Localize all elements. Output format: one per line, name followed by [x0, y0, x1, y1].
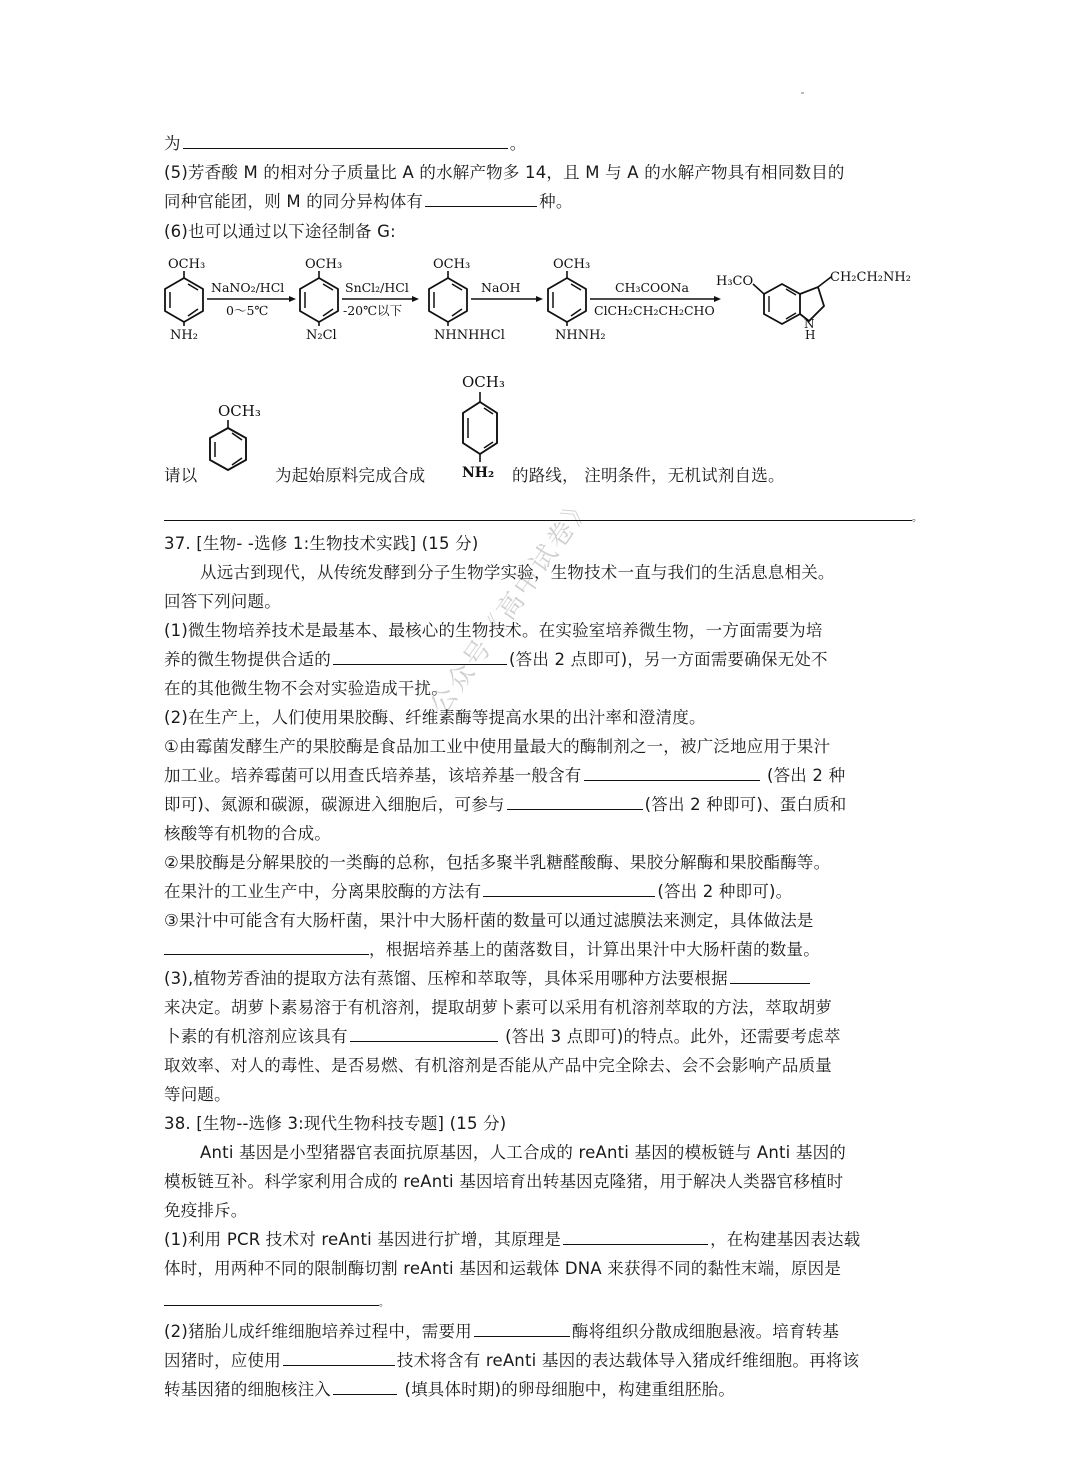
q36-task-middle: 为起始原料完成合成: [275, 466, 426, 485]
text: (2)猪胎儿成纤维细胞培养过程中，需要用: [164, 1322, 472, 1341]
q36-task-suffix: 的路线， 注明条件，无机试剂自选。: [512, 466, 785, 485]
arrow-3: [471, 280, 543, 302]
q37-part1-line1: (1)微生物培养技术是最基本、最核心的生物技术。在实验室培养微生物，一方面需要为培: [164, 621, 823, 640]
answer-blank[interactable]: [563, 1230, 708, 1245]
q36-answer-line: [164, 505, 922, 530]
arrow-2: [342, 280, 419, 318]
text: (答出 2 种: [761, 766, 846, 785]
q38-part2-line1: [164, 1321, 839, 1343]
answer-blank[interactable]: [164, 940, 369, 955]
q38-title: 38. [生物--选修 3:现代生物科技专题] (15 分): [164, 1114, 507, 1133]
text: 因猪时，应使用: [164, 1351, 281, 1370]
a2-reagent: SnCl₂/HCl: [345, 280, 409, 295]
q37-part2-line1: (2)在生产上，人们使用果胶酶、纤维素酶等提高水果的出汁率和澄清度。: [164, 708, 706, 727]
s4-bottom-label: NHNH₂: [555, 328, 606, 343]
q37-part2a-line1: ①由霉菌发酵生产的果胶酶是食品加工业中使用量最大的酶制剂之一，被广泛地应用于果汁: [164, 737, 831, 756]
q37-intro-line1: 从远古到现代，从传统发酵到分子生物学实验，生物技术一直与我们的生活息息相关。: [200, 563, 835, 582]
text: 转基因猪的细胞核注入: [164, 1380, 331, 1399]
s4-top-label: OCH₃: [553, 257, 591, 272]
a2-condition: -20℃以下: [343, 303, 403, 318]
q37-part3-line4: 取效率、对人的毒性、是否易燃、有机溶剂是否能从产品中完全除去、会不会影响产品质量: [164, 1056, 832, 1075]
text: ，在构建基因表达载: [710, 1230, 861, 1249]
answer-blank[interactable]: [283, 1351, 395, 1366]
synthesis-scheme: [0, 0, 1080, 520]
text: 。: [379, 1298, 390, 1309]
answer-blank[interactable]: [474, 1322, 570, 1337]
q37-part2a-line3: [164, 794, 847, 816]
answer-blank[interactable]: [164, 506, 912, 521]
q38-part1-line1: [164, 1229, 860, 1251]
q38-part2-line2: [164, 1350, 859, 1372]
answer-blank[interactable]: [730, 969, 810, 984]
product-h: H: [805, 328, 816, 342]
part5-suffix: 种。: [539, 192, 573, 211]
s2-top-label: OCH₃: [305, 257, 343, 272]
a4-condition: ClCH₂CH₂CH₂CHO: [594, 303, 715, 318]
answer-blank[interactable]: [333, 650, 507, 665]
q37-part2b-line1: ②果胶酶是分解果胶的一类酶的总称，包括多聚半乳糖醛酸酶、果胶分解酶和果胶酯酶等。: [164, 853, 831, 872]
text: (答出 2 种即可)。: [657, 882, 793, 901]
product-right-group: CH₂CH₂NH₂: [830, 270, 911, 285]
q37-part2b-line2: [164, 881, 792, 903]
arrow-4: [590, 280, 721, 318]
arrow-1: [207, 280, 296, 318]
text: 在果汁的工业生产中，分离果胶酶的方法有: [164, 882, 482, 901]
s2-bottom-label: N₂Cl: [306, 328, 337, 343]
answer-blank[interactable]: [584, 766, 760, 781]
s3-bottom-label: NHNHHCl: [434, 328, 505, 343]
text: (答出 2 点即可)，另一方面需要确保无处不: [509, 650, 828, 669]
text: (答出 3 点即可)的特点。此外，还需要考虑萃: [499, 1027, 841, 1046]
structure-hydrazine-hydrochloride: [429, 257, 505, 343]
product-n: N: [804, 317, 815, 331]
q38-part2-line3: [164, 1379, 735, 1401]
target-top-label: OCH₃: [462, 373, 505, 391]
a1-condition: 0～5℃: [226, 303, 269, 318]
product-left-group: H₃CO: [716, 274, 754, 289]
q37-part3-line5: 等问题。: [164, 1085, 231, 1104]
s1-bottom-label: NH₂: [170, 328, 198, 343]
q37-part2a-line2: [164, 765, 845, 787]
text: 卜素的有机溶剂应该具有: [164, 1027, 348, 1046]
q37-part1-line3: 在的其他微生物不会对实验造成干扰。: [164, 679, 448, 698]
text: (3),植物芳香油的提取方法有蒸馏、压榨和萃取等，具体采用哪种方法要根据: [164, 969, 728, 988]
prev-suffix: 。: [509, 134, 527, 153]
prev-prefix: 为: [164, 134, 181, 153]
q37-part2c-line1: ③果汁中可能含有大肠杆菌，果汁中大肠杆菌的数量可以通过滤膜法来测定，具体做法是: [164, 911, 814, 930]
answer-blank[interactable]: [483, 882, 655, 897]
text: 即可)、氮源和碳源，碳源进入细胞后，可参与: [164, 795, 505, 814]
q36-task-prefix: 请以: [164, 466, 198, 485]
q38-part1-line2: 体时，用两种不同的限制酶切割 reAnti 基因和运载体 DNA 来获得不同的黏性末端，原因是: [164, 1259, 842, 1278]
q37-part1-line2: [164, 649, 828, 671]
structure-p-anisidine: [165, 257, 205, 343]
structure-diazonium-salt: [300, 257, 342, 343]
text: 养的微生物提供合适的: [164, 650, 331, 669]
answer-blank[interactable]: [507, 795, 643, 810]
anisole-label: OCH₃: [218, 402, 261, 420]
text: 酶将组织分散成细胞悬液。培育转基: [571, 1322, 840, 1341]
target-bottom-label: NH₂: [462, 465, 495, 481]
q37-title: 37. [生物- -选修 1:生物技术实践] (15 分): [164, 534, 479, 553]
structure-product-indole: [716, 270, 911, 342]
answer-blank[interactable]: [333, 1380, 397, 1395]
q37-part3-line1: [164, 968, 812, 990]
answer-blank[interactable]: [350, 1027, 498, 1042]
structure-target-p-anisidine: [462, 373, 505, 481]
q37-part2c-line2: [164, 939, 820, 961]
answer-blank[interactable]: [164, 1291, 379, 1306]
a1-reagent: NaNO₂/HCl: [211, 280, 285, 295]
q37-part2a-line4: 核酸等有机物的合成。: [164, 824, 331, 843]
s3-top-label: OCH₃: [433, 257, 471, 272]
q37-part3-line3: [164, 1026, 841, 1048]
structure-anisole: [210, 402, 261, 470]
text: (1)利用 PCR 技术对 reAnti 基因进行扩增，其原理是: [164, 1230, 562, 1249]
q37-intro-line2: 回答下列问题。: [164, 592, 281, 611]
text: 技术将含有 reAnti 基因的表达载体导入猪成纤维细胞。再将该: [396, 1351, 860, 1370]
a3-reagent: NaOH: [481, 280, 521, 295]
text: (答出 2 种即可)、蛋白质和: [644, 795, 847, 814]
text: ，根据培养基上的菌落数目，计算出果汁中大肠杆菌的数量。: [369, 940, 820, 959]
q38-intro-line2: 模板链互补。科学家利用合成的 reAnti 基因培育出转基因克隆猪，用于解决人类器官移植时: [164, 1172, 844, 1191]
s1-top-label: OCH₃: [168, 257, 206, 272]
q38-part1-line3: [164, 1290, 389, 1315]
a4-reagent: CH₃COONa: [615, 280, 689, 295]
q38-intro-line1: Anti 基因是小型猪器官表面抗原基因，人工合成的 reAnti 基因的模板链与 Anti 基因的: [200, 1143, 846, 1162]
text: (填具体时期)的卵母细胞中，构建重组胚胎。: [399, 1380, 736, 1399]
watermark: 公众号《高中试卷》: [424, 489, 600, 721]
q36-part6-line: (6)也可以通过以下途径制备 G:: [164, 222, 396, 241]
part5-text: 同种官能团，则 M 的同分异构体有: [164, 192, 424, 211]
answer-suffix: 。: [912, 513, 923, 524]
text: 加工业。培养霉菌可以用查氏培养基，该培养基一般含有: [164, 766, 582, 785]
q36-part5-line1: (5)芳香酸 M 的相对分子质量比 A 的水解产物多 14，且 M 与 A 的水解产物具有相同数目的: [164, 163, 845, 182]
q38-intro-line3: 免疫排斥。: [164, 1201, 248, 1220]
structure-hydrazine: [548, 257, 606, 343]
q37-part3-line2: 来决定。胡萝卜素易溶于有机溶剂，提取胡萝卜素可以采用有机溶剂萃取的方法，萃取胡萝: [164, 998, 832, 1017]
